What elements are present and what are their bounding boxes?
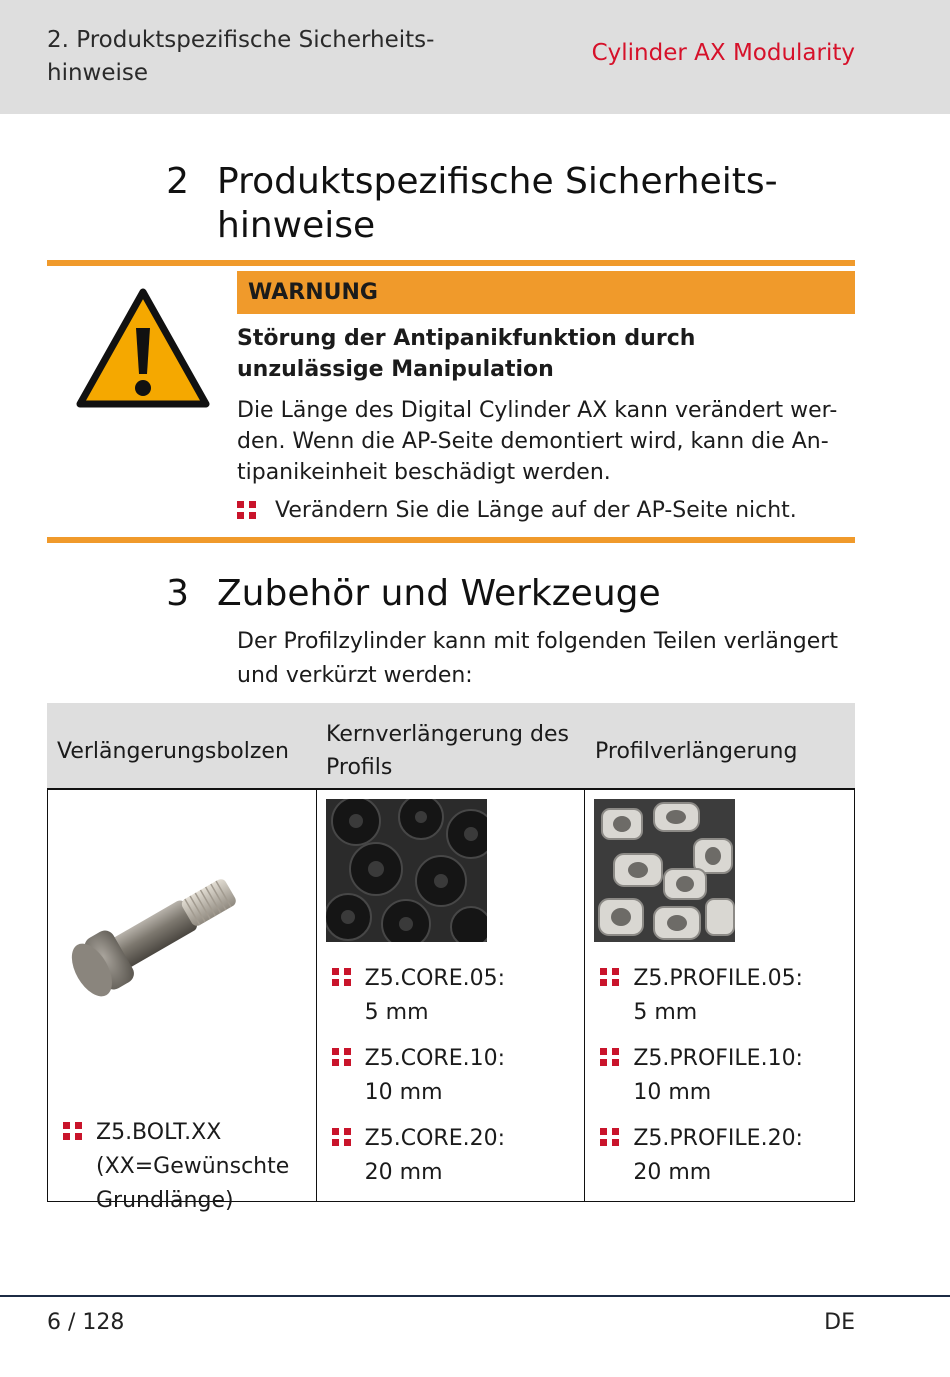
list-item-text — [633, 962, 803, 1030]
list-item-line: Z5.CORE.20: — [364, 1126, 505, 1151]
section-3-intro: Der Profilzylinder kann mit folgenden Teilen verlängert und verkürzt werden: — [237, 629, 838, 688]
list-item-line: 10 mm — [364, 1080, 443, 1105]
list-item — [600, 1042, 848, 1110]
page-header — [0, 0, 950, 114]
warning-triangle-icon — [76, 288, 210, 408]
list-item — [332, 1042, 579, 1110]
table-cell-core — [317, 790, 586, 1201]
language-code: DE — [824, 1310, 855, 1335]
section-2-number: 2 — [166, 161, 189, 202]
red-square-bullet-icon — [600, 1128, 619, 1146]
warning-body-line2: den. Wenn die AP-Seite demontiert wird, kann die An- — [237, 429, 829, 454]
list-item-line: 20 mm — [364, 1160, 443, 1185]
list-item — [332, 1122, 579, 1190]
red-square-bullet-icon — [237, 501, 256, 519]
red-square-bullet-icon — [600, 968, 619, 986]
list-item-text — [96, 1116, 289, 1218]
header-section-line2: hinweise — [47, 60, 149, 86]
list-item — [63, 1116, 310, 1218]
list-item-line: Z5.CORE.10: — [364, 1046, 505, 1071]
list-item-line: Grundlänge) — [96, 1188, 234, 1213]
warning-top-rule — [47, 260, 855, 266]
footer-divider — [0, 1295, 950, 1297]
section-2-title-line2: hinweise — [217, 205, 376, 246]
header-section-title — [47, 24, 467, 90]
table-header-cell: Kernverlängerung des Profils — [326, 722, 569, 780]
red-square-bullet-icon — [332, 1048, 351, 1066]
list-item-line: 5 mm — [633, 1000, 698, 1025]
list-item-text — [365, 1042, 505, 1110]
core-extension-image — [326, 799, 487, 942]
accessories-table — [47, 703, 855, 1213]
list-item-line: Z5.CORE.05: — [364, 966, 505, 991]
red-square-bullet-icon — [600, 1048, 619, 1066]
warning-label: WARNUNG — [237, 271, 855, 314]
core-item-list — [332, 962, 579, 1202]
red-square-bullet-icon — [63, 1122, 82, 1140]
warning-instruction-text: Verändern Sie die Länge auf der AP-Seite nicht. — [275, 498, 797, 523]
red-square-bullet-icon — [332, 1128, 351, 1146]
table-cell-profile — [585, 790, 854, 1201]
list-item — [600, 962, 848, 1030]
warning-body — [237, 395, 855, 488]
section-3-title: Zubehör und Werkzeuge — [217, 573, 661, 614]
warning-bottom-rule — [47, 537, 855, 543]
list-item-text — [365, 962, 505, 1030]
list-item-line: Z5.PROFILE.05: — [633, 966, 803, 991]
header-section-line1: 2. Produktspezifische Sicherheits- — [47, 27, 435, 53]
list-item — [600, 1122, 848, 1190]
profile-extension-image — [594, 799, 735, 942]
section-2-title — [217, 160, 837, 248]
list-item-line: Z5.PROFILE.20: — [633, 1126, 803, 1151]
table-header-cell: Profilverlängerung — [595, 738, 798, 764]
extension-bolt-image — [56, 858, 256, 1003]
table-cell-bolt — [48, 790, 317, 1213]
list-item-text — [365, 1122, 505, 1190]
list-item-text — [633, 1122, 803, 1190]
list-item-text — [633, 1042, 803, 1110]
list-item-line: 10 mm — [633, 1080, 712, 1105]
list-item — [332, 962, 579, 1030]
list-item-line: Z5.PROFILE.10: — [633, 1046, 803, 1071]
bolt-item-list — [63, 1116, 310, 1230]
profile-item-list — [600, 962, 848, 1202]
section-3-number: 3 — [166, 573, 189, 614]
section-3-heading — [0, 572, 837, 616]
page-number: 6 / 128 — [47, 1310, 125, 1335]
table-header-row — [47, 703, 855, 790]
list-item-line: Z5.BOLT.XX — [96, 1120, 222, 1145]
warning-body-line1: Die Länge des Digital Cylinder AX kann verändert wer- — [237, 398, 838, 423]
list-item-line: 5 mm — [364, 1000, 429, 1025]
warning-instruction — [237, 495, 855, 526]
table-header-cell: Verlängerungsbolzen — [57, 738, 289, 764]
red-square-bullet-icon — [332, 968, 351, 986]
section-2-title-line1: Produktspezifische Sicherheits- — [217, 161, 778, 202]
warning-body-line3: tipanikeinheit beschädigt werden. — [237, 460, 611, 485]
list-item-line: 20 mm — [633, 1160, 712, 1185]
header-product-name: Cylinder AX Modularity — [591, 40, 855, 66]
table-row — [47, 790, 855, 1213]
list-item-line: (XX=Gewünschte — [96, 1154, 290, 1179]
warning-title: Störung der Antipanikfunktion durch unzulässige Manipulation — [237, 326, 696, 382]
section-2-heading — [0, 160, 837, 248]
